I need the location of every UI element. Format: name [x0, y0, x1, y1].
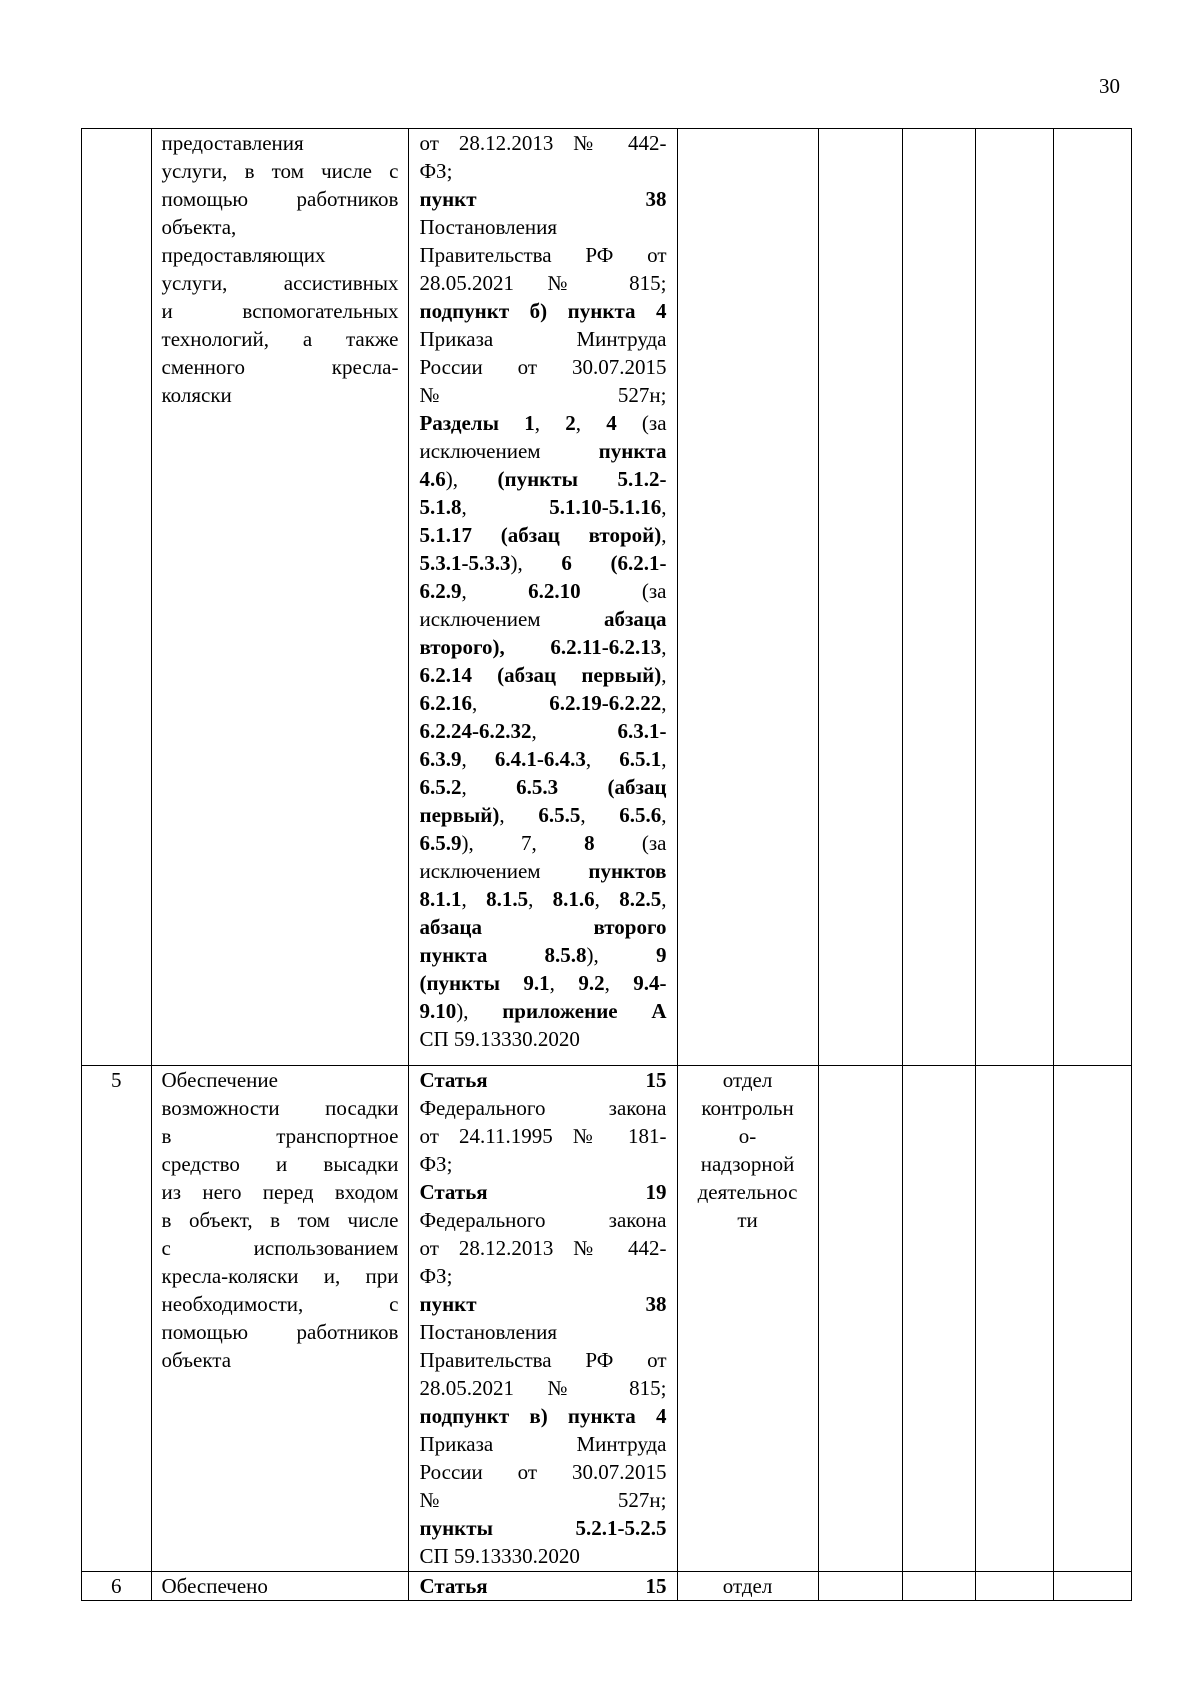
legal-reference-text: ,: [461, 495, 550, 519]
requirement-line: коляски: [161, 383, 232, 407]
legal-basis-line: [419, 493, 666, 521]
legal-basis-line: [419, 1318, 666, 1346]
empty-cell: [818, 1066, 903, 1572]
legal-basis-line: [419, 325, 666, 353]
empty-cell: [975, 129, 1054, 1066]
requirement-line: необходимости, с: [161, 1292, 399, 1316]
requirement-cell: [151, 1066, 409, 1572]
department-line: деятельнос: [697, 1180, 798, 1204]
table-body: [82, 129, 1132, 1601]
legal-basis-line: [419, 353, 666, 381]
legal-reference-bold: 8.1.5: [486, 887, 529, 911]
legal-basis-line: [419, 521, 666, 549]
legal-basis-cell: [409, 1066, 677, 1572]
legal-reference-bold: 6.5.5: [538, 803, 581, 827]
legal-basis-line: [419, 1402, 666, 1430]
empty-cell: [818, 129, 903, 1066]
legal-basis-line: [419, 1122, 666, 1150]
legal-basis-line: [419, 941, 666, 969]
legal-reference-bold: (пункты 9.1: [419, 971, 550, 995]
legal-reference-text: Постановления: [419, 1320, 558, 1344]
empty-cell: [903, 1066, 976, 1572]
legal-reference-text: ,: [661, 803, 667, 827]
legal-reference-bold: 9.10: [419, 999, 457, 1023]
legal-basis-line: [419, 997, 666, 1025]
legal-basis-line: [419, 1374, 666, 1402]
legal-basis-line: [419, 1290, 666, 1318]
legal-basis-line: [419, 157, 666, 185]
legal-reference-bold: 5.3.1-5.3.3: [419, 551, 511, 575]
legal-reference-text: Правительства РФ от: [419, 243, 667, 267]
legal-reference-text: ,: [661, 691, 667, 715]
legal-basis-line: [419, 1346, 666, 1374]
legal-reference-bold: 4.6: [419, 467, 446, 491]
requirement-line: средство и высадки: [161, 1152, 399, 1176]
empty-cell: [1054, 1066, 1132, 1572]
legal-reference-bold: пункт 38: [419, 187, 667, 211]
legal-reference-text: исключением: [419, 439, 599, 463]
legal-reference-bold: 6.2.9: [419, 579, 462, 603]
table-row: [82, 129, 1132, 1066]
department-line: контрольн: [701, 1096, 794, 1120]
legal-reference-text: ,: [661, 523, 667, 547]
legal-reference-bold: 6.5.1: [619, 747, 662, 771]
legal-reference-bold: Статья 15: [419, 1068, 667, 1092]
legal-reference-text: Приказа Минтруда: [419, 327, 667, 351]
legal-reference-bold: 6.2.19-6.2.22: [549, 691, 662, 715]
legal-reference-bold: 6.5.9: [419, 831, 462, 855]
legal-basis-line: [419, 409, 666, 437]
legal-reference-text: (за: [616, 411, 667, 435]
legal-reference-text: (за: [594, 831, 667, 855]
legal-reference-text: ,: [575, 411, 607, 435]
legal-basis-line: [419, 969, 666, 997]
legal-reference-text: ),: [510, 551, 562, 575]
legal-reference-text: Правительства РФ от: [419, 1348, 667, 1372]
legal-reference-bold: второго), 6.2.11-6.2.13: [419, 635, 662, 659]
legal-reference-text: ФЗ;: [419, 159, 453, 183]
legal-reference-bold: 9.2: [578, 971, 605, 995]
legal-basis-line: [419, 381, 666, 409]
requirement-line: сменного кресла-: [161, 355, 399, 379]
legal-basis-line: [419, 1094, 666, 1122]
legal-reference-bold: первый): [419, 803, 500, 827]
legal-basis-line: [419, 269, 666, 297]
legal-reference-text: Федерального закона: [419, 1208, 667, 1232]
legal-basis-line: [419, 885, 666, 913]
legal-reference-bold: приложение А: [502, 999, 667, 1023]
legal-reference-bold: 6.3.1-: [617, 719, 667, 743]
row-number-cell: 6: [82, 1572, 152, 1601]
requirement-line: возможности посадки: [161, 1096, 399, 1120]
legal-reference-text: ,: [585, 747, 620, 771]
requirement-line: услуги, в том числе с: [161, 159, 399, 183]
requirement-line: помощью работников: [161, 187, 399, 211]
legal-reference-text: ,: [461, 887, 487, 911]
requirement-line: кресла-коляски и, при: [161, 1264, 399, 1288]
legal-reference-text: СП 59.13330.2020: [419, 1027, 580, 1051]
legal-reference-text: от 28.12.2013 № 442-: [419, 1236, 667, 1260]
responsible-department-cell: [677, 129, 818, 1066]
legal-reference-text: ,: [461, 579, 529, 603]
legal-basis-line: [419, 185, 666, 213]
row-number-cell: 5: [82, 1066, 152, 1572]
legal-reference-text: ,: [528, 887, 553, 911]
legal-basis-line: [419, 1206, 666, 1234]
legal-reference-text: ,: [499, 803, 539, 827]
empty-cell: [818, 1572, 903, 1601]
legal-reference-bold: 8.1.6: [552, 887, 595, 911]
legal-reference-bold: подпункт б) пункта 4: [419, 299, 667, 323]
legal-basis-line: [419, 1486, 666, 1514]
legal-reference-text: 28.05.2021 № 815;: [419, 271, 667, 295]
legal-reference-bold: 6.5.3 (абзац: [516, 775, 667, 799]
legal-reference-text: ),: [456, 999, 503, 1023]
legal-reference-bold: 5.1.8: [419, 495, 462, 519]
department-line: отдел: [722, 1068, 773, 1092]
requirement-line: и вспомогательных: [161, 299, 399, 323]
department-line: ти: [737, 1208, 758, 1232]
requirement-line: услуги, ассистивных: [161, 271, 399, 295]
empty-cell: [975, 1066, 1054, 1572]
legal-reference-text: СП 59.13330.2020: [419, 1544, 580, 1568]
legal-reference-text: ,: [604, 971, 634, 995]
legal-basis-line: [419, 1572, 666, 1600]
legal-reference-text: ФЗ;: [419, 1264, 453, 1288]
legal-basis-line: [419, 689, 666, 717]
legal-reference-bold: подпункт в) пункта 4: [419, 1404, 667, 1428]
legal-reference-text: ),: [586, 943, 656, 967]
legal-basis-line: [419, 465, 666, 493]
requirements-table: [81, 128, 1132, 1601]
legal-reference-text: ,: [661, 747, 667, 771]
legal-basis-line: [419, 213, 666, 241]
legal-reference-text: ,: [534, 411, 566, 435]
legal-reference-text: 28.05.2021 № 815;: [419, 1376, 667, 1400]
legal-reference-text: Приказа Минтруда: [419, 1432, 667, 1456]
requirement-line: в транспортное: [161, 1124, 399, 1148]
legal-basis-line: [419, 1234, 666, 1262]
legal-basis-line: [419, 1458, 666, 1486]
empty-cell: [1054, 1572, 1132, 1601]
legal-basis-line: [419, 577, 666, 605]
legal-reference-bold: 6.5.6: [619, 803, 662, 827]
legal-basis-line: [419, 661, 666, 689]
empty-cell: [903, 129, 976, 1066]
legal-basis-line: [419, 745, 666, 773]
legal-basis-line: [419, 773, 666, 801]
requirement-line: Обеспечение: [161, 1068, 278, 1092]
legal-reference-text: ), 7,: [461, 831, 585, 855]
table-row: [82, 1066, 1132, 1572]
legal-reference-text: ,: [461, 747, 495, 771]
legal-basis-cell: [409, 129, 677, 1066]
requirement-line: предоставляющих: [161, 243, 326, 267]
row-number-cell: [82, 129, 152, 1066]
legal-basis-cell: [409, 1572, 677, 1601]
legal-reference-text: ,: [594, 887, 620, 911]
requirement-line: с использованием: [161, 1236, 399, 1260]
legal-basis-line: [419, 913, 666, 941]
responsible-department-cell: [677, 1572, 818, 1601]
responsible-department-cell: [677, 1066, 818, 1572]
empty-cell: [975, 1572, 1054, 1601]
legal-reference-text: № 527н;: [419, 383, 667, 407]
legal-reference-bold: Разделы 1: [419, 411, 535, 435]
legal-basis-line: [419, 549, 666, 577]
legal-reference-text: № 527н;: [419, 1488, 667, 1512]
requirement-line: Обеспечено: [161, 1574, 268, 1598]
legal-reference-text: Федерального закона: [419, 1096, 667, 1120]
legal-reference-bold: 6.5.2: [419, 775, 462, 799]
legal-basis-line: [419, 1514, 666, 1542]
legal-reference-text: ,: [531, 719, 618, 743]
legal-reference-bold: абзаца второго: [419, 915, 667, 939]
legal-reference-bold: 4: [606, 411, 617, 435]
requirement-line: из него перед входом: [161, 1180, 399, 1204]
requirement-cell: [151, 1572, 409, 1601]
legal-reference-text: ,: [471, 691, 550, 715]
legal-basis-line: [419, 633, 666, 661]
legal-reference-text: ФЗ;: [419, 1152, 453, 1176]
legal-reference-bold: пункт 38: [419, 1292, 667, 1316]
legal-reference-bold: 9.4-: [633, 971, 667, 995]
legal-reference-text: ,: [661, 887, 667, 911]
legal-basis-line: [419, 1542, 666, 1570]
legal-basis-line: [419, 297, 666, 325]
legal-reference-bold: 6.2.10: [528, 579, 581, 603]
legal-reference-text: ,: [580, 803, 620, 827]
legal-basis-line: [419, 1430, 666, 1458]
legal-reference-text: России от 30.07.2015: [419, 355, 667, 379]
legal-reference-bold: абзаца: [603, 607, 667, 631]
legal-basis-line: [419, 605, 666, 633]
department-line: о-: [738, 1124, 757, 1148]
legal-basis-line: [419, 829, 666, 857]
legal-reference-bold: 6.2.14 (абзац первый): [419, 663, 662, 687]
legal-reference-bold: 6 (6.2.1-: [561, 551, 667, 575]
empty-cell: [903, 1572, 976, 1601]
legal-reference-text: от 24.11.1995 № 181-: [419, 1124, 667, 1148]
legal-reference-bold: пункты 5.2.1-5.2.5: [419, 1516, 667, 1540]
legal-reference-bold: Статья 15: [419, 1574, 667, 1598]
empty-cell: [1054, 129, 1132, 1066]
requirement-line: объекта,: [161, 215, 237, 239]
legal-reference-bold: пунктов: [588, 859, 667, 883]
table-row: [82, 1572, 1132, 1601]
requirement-line: предоставления: [161, 131, 304, 155]
legal-reference-bold: 6.4.1-6.4.3: [494, 747, 586, 771]
legal-reference-bold: 8.1.1: [419, 887, 462, 911]
legal-reference-bold: 6.2.16: [419, 691, 472, 715]
requirement-line: в объект, в том числе: [161, 1208, 399, 1232]
department-line: надзорной: [700, 1152, 795, 1176]
legal-reference-text: ,: [661, 663, 667, 687]
legal-basis-line: [419, 1066, 666, 1094]
legal-reference-bold: 5.1.17 (абзац второй): [419, 523, 662, 547]
legal-reference-bold: Статья 19: [419, 1180, 667, 1204]
legal-reference-bold: 9: [656, 943, 667, 967]
legal-reference-text: ,: [461, 775, 517, 799]
legal-reference-text: исключением: [419, 607, 604, 631]
legal-reference-text: ,: [549, 971, 579, 995]
legal-reference-bold: 5.1.10-5.1.16: [549, 495, 662, 519]
legal-reference-text: России от 30.07.2015: [419, 1460, 667, 1484]
requirement-line: помощью работников: [161, 1320, 399, 1344]
requirement-line: объекта: [161, 1348, 232, 1372]
legal-reference-bold: 6.2.24-6.2.32: [419, 719, 532, 743]
legal-basis-line: [419, 801, 666, 829]
legal-reference-bold: 2: [565, 411, 576, 435]
legal-basis-line: [419, 1025, 666, 1053]
legal-basis-line: [419, 437, 666, 465]
legal-reference-text: ,: [661, 635, 667, 659]
legal-reference-text: ,: [661, 495, 667, 519]
legal-reference-bold: 8: [584, 831, 595, 855]
legal-reference-bold: пункта: [598, 439, 667, 463]
legal-basis-line: [419, 129, 666, 157]
legal-reference-text: Постановления: [419, 215, 558, 239]
legal-reference-text: (за: [580, 579, 667, 603]
legal-reference-bold: (пункты 5.1.2-: [497, 467, 667, 491]
legal-reference-text: исключением: [419, 859, 589, 883]
legal-basis-line: [419, 1178, 666, 1206]
legal-reference-bold: 8.2.5: [619, 887, 662, 911]
legal-basis-line: [419, 857, 666, 885]
legal-reference-bold: пункта 8.5.8: [419, 943, 587, 967]
legal-basis-line: [419, 717, 666, 745]
department-line: отдел: [722, 1574, 773, 1598]
legal-basis-line: [419, 241, 666, 269]
legal-basis-line: [419, 1262, 666, 1290]
legal-reference-bold: 6.3.9: [419, 747, 462, 771]
legal-reference-text: от 28.12.2013 № 442-: [419, 131, 667, 155]
legal-basis-line: [419, 1150, 666, 1178]
legal-reference-text: ),: [445, 467, 498, 491]
requirement-line: технологий, а также: [161, 327, 399, 351]
page-number: 30: [1099, 74, 1120, 98]
requirement-cell: [151, 129, 409, 1066]
